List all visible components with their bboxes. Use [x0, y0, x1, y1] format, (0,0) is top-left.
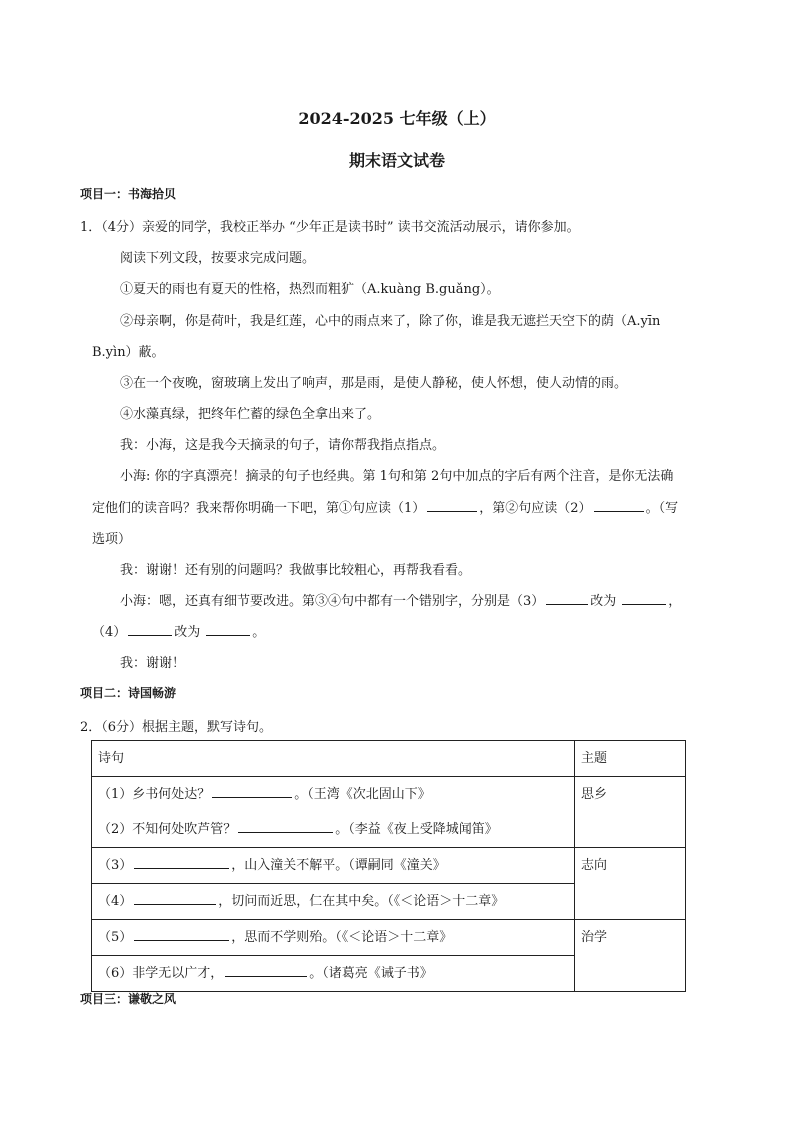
answer-blank-4a[interactable]: [128, 622, 172, 636]
sentence-4: ④水藻真绿，把终年伫蓄的绿色全拿出来了。: [120, 407, 381, 422]
table-header-row: [92, 741, 686, 777]
header-poem: 诗句: [92, 741, 575, 777]
poem-blank-6[interactable]: [225, 963, 307, 977]
answer-blank-2[interactable]: [594, 498, 644, 512]
dialogue-xiaohai-2: [120, 590, 681, 609]
section-1-heading: 项目一：书海拾贝: [80, 187, 177, 201]
poem-table: [91, 740, 686, 992]
table-row: [92, 848, 686, 884]
dialogue-xiaohai-1a: 小海: 你的字真漂亮！摘录的句子也经典。第 1句和第 2句中加点的字后有两个注音，是你无法确: [120, 469, 674, 484]
poem-cell-4: [92, 884, 575, 920]
poem-blank-4[interactable]: [134, 891, 216, 905]
dialogue-me-3: 我：谢谢！: [120, 656, 186, 671]
sentence-1: ①夏天的雨也有夏天的性格，热烈而粗犷（A.kuàng B.guǎng）。: [120, 282, 500, 297]
poem-line-6: （6）非学无以广才， 。（诸葛亮《诫子书》: [98, 956, 568, 991]
poem-blank-2[interactable]: [238, 819, 333, 833]
dialogue-xiaohai-2-text: 小海：嗯，还真有细节要改进。第③④句中都有一个错别字，分别是（3）: [120, 594, 545, 609]
dialogue-xiaohai-2-end: ，: [668, 594, 682, 609]
dialogue-me-2: 我：谢谢！还有别的问题吗？我做事比较粗心，再帮我看看。: [120, 563, 472, 578]
answer-blank-3a[interactable]: [546, 591, 588, 605]
theme-cell-study: 治学: [575, 920, 686, 992]
dialogue-xiaohai-1b-text: 定他们的读音吗？我来帮你明确一下吧，第①句应读（1）: [92, 501, 426, 516]
poem-blank-3[interactable]: [134, 855, 229, 869]
answer-blank-4b[interactable]: [206, 622, 250, 636]
dialogue-xiaohai-1b-mid: ，第②句应读（2）: [479, 501, 592, 516]
poem-line-4: （4） ，切问而近思，仁在其中矣。（《＜论语＞十二章》: [98, 884, 568, 919]
poem-line-5: （5） ，思而不学则殆。（《＜论语＞十二章》: [98, 920, 568, 955]
poem-cell-6: [92, 956, 575, 992]
answer-blank-1[interactable]: [427, 498, 477, 512]
question-1-instruction: 阅读下列文段，按要求完成问题。: [120, 251, 316, 266]
header-theme: 主题: [575, 741, 686, 777]
dialogue-xiaohai-3-text: （4）: [92, 625, 127, 640]
poem-line-1: （1）乡书何处达？ 。（王湾《次北固山下》: [98, 777, 568, 812]
poem-cell-5: [92, 920, 575, 956]
poem-cell-group-1: [92, 777, 575, 848]
table-row: [92, 777, 686, 848]
sentence-2-part-b: B.yìn）蔽。: [92, 345, 165, 360]
dialogue-xiaohai-3: [92, 621, 265, 640]
section-2-heading: 项目二：诗国畅游: [80, 686, 177, 700]
poem-line-2: （2）不知何处吹芦管？ 。（李益《夜上受降城闻笛》: [98, 812, 568, 847]
dialogue-xiaohai-2-mid: 改为: [590, 594, 617, 609]
sentence-3: ③在一个夜晚，窗玻璃上发出了响声，那是雨，是使人静秘，使人怀想，使人动情的雨。: [120, 376, 628, 391]
table-row: [92, 920, 686, 956]
dialogue-xiaohai-1c: 选项）: [92, 532, 132, 547]
poem-blank-5[interactable]: [134, 927, 229, 941]
answer-blank-3b[interactable]: [622, 591, 666, 605]
poem-blank-1[interactable]: [212, 784, 292, 798]
poem-cell-3: [92, 848, 575, 884]
section-3-heading: 项目三：谦敬之风: [80, 992, 177, 1006]
poem-line-3: （3） ，山入潼关不解平。（谭嗣同《潼关》: [98, 848, 568, 883]
sentence-2-part-a: ②母亲啊，你是荷叶，我是红莲，心中的雨点来了，除了你，谁是我无遮拦天空下的荫（A.yīn: [120, 314, 661, 329]
dialogue-xiaohai-1b-end: 。（写: [645, 501, 679, 516]
dialogue-xiaohai-1b: [92, 497, 678, 516]
dialogue-me-1: 我：小海，这是我今天摘录的句子，请你帮我指点指点。: [120, 438, 446, 453]
dialogue-xiaohai-3-end: 。: [252, 625, 266, 640]
theme-cell-homesick: 思乡: [575, 777, 686, 848]
exam-title: 2024-2025 七年级（上）: [298, 109, 496, 128]
exam-subtitle: 期末语文试卷: [348, 151, 445, 170]
question-1-intro: 1．（4分）亲爱的同学，我校正举办 “少年正是读书时” 读书交流活动展示，请你参加。: [80, 220, 580, 235]
question-2-intro: 2．（6分）根据主题，默写诗句。: [80, 720, 273, 735]
dialogue-xiaohai-3-mid: 改为: [174, 625, 201, 640]
theme-cell-ambition: 志向: [575, 848, 686, 920]
